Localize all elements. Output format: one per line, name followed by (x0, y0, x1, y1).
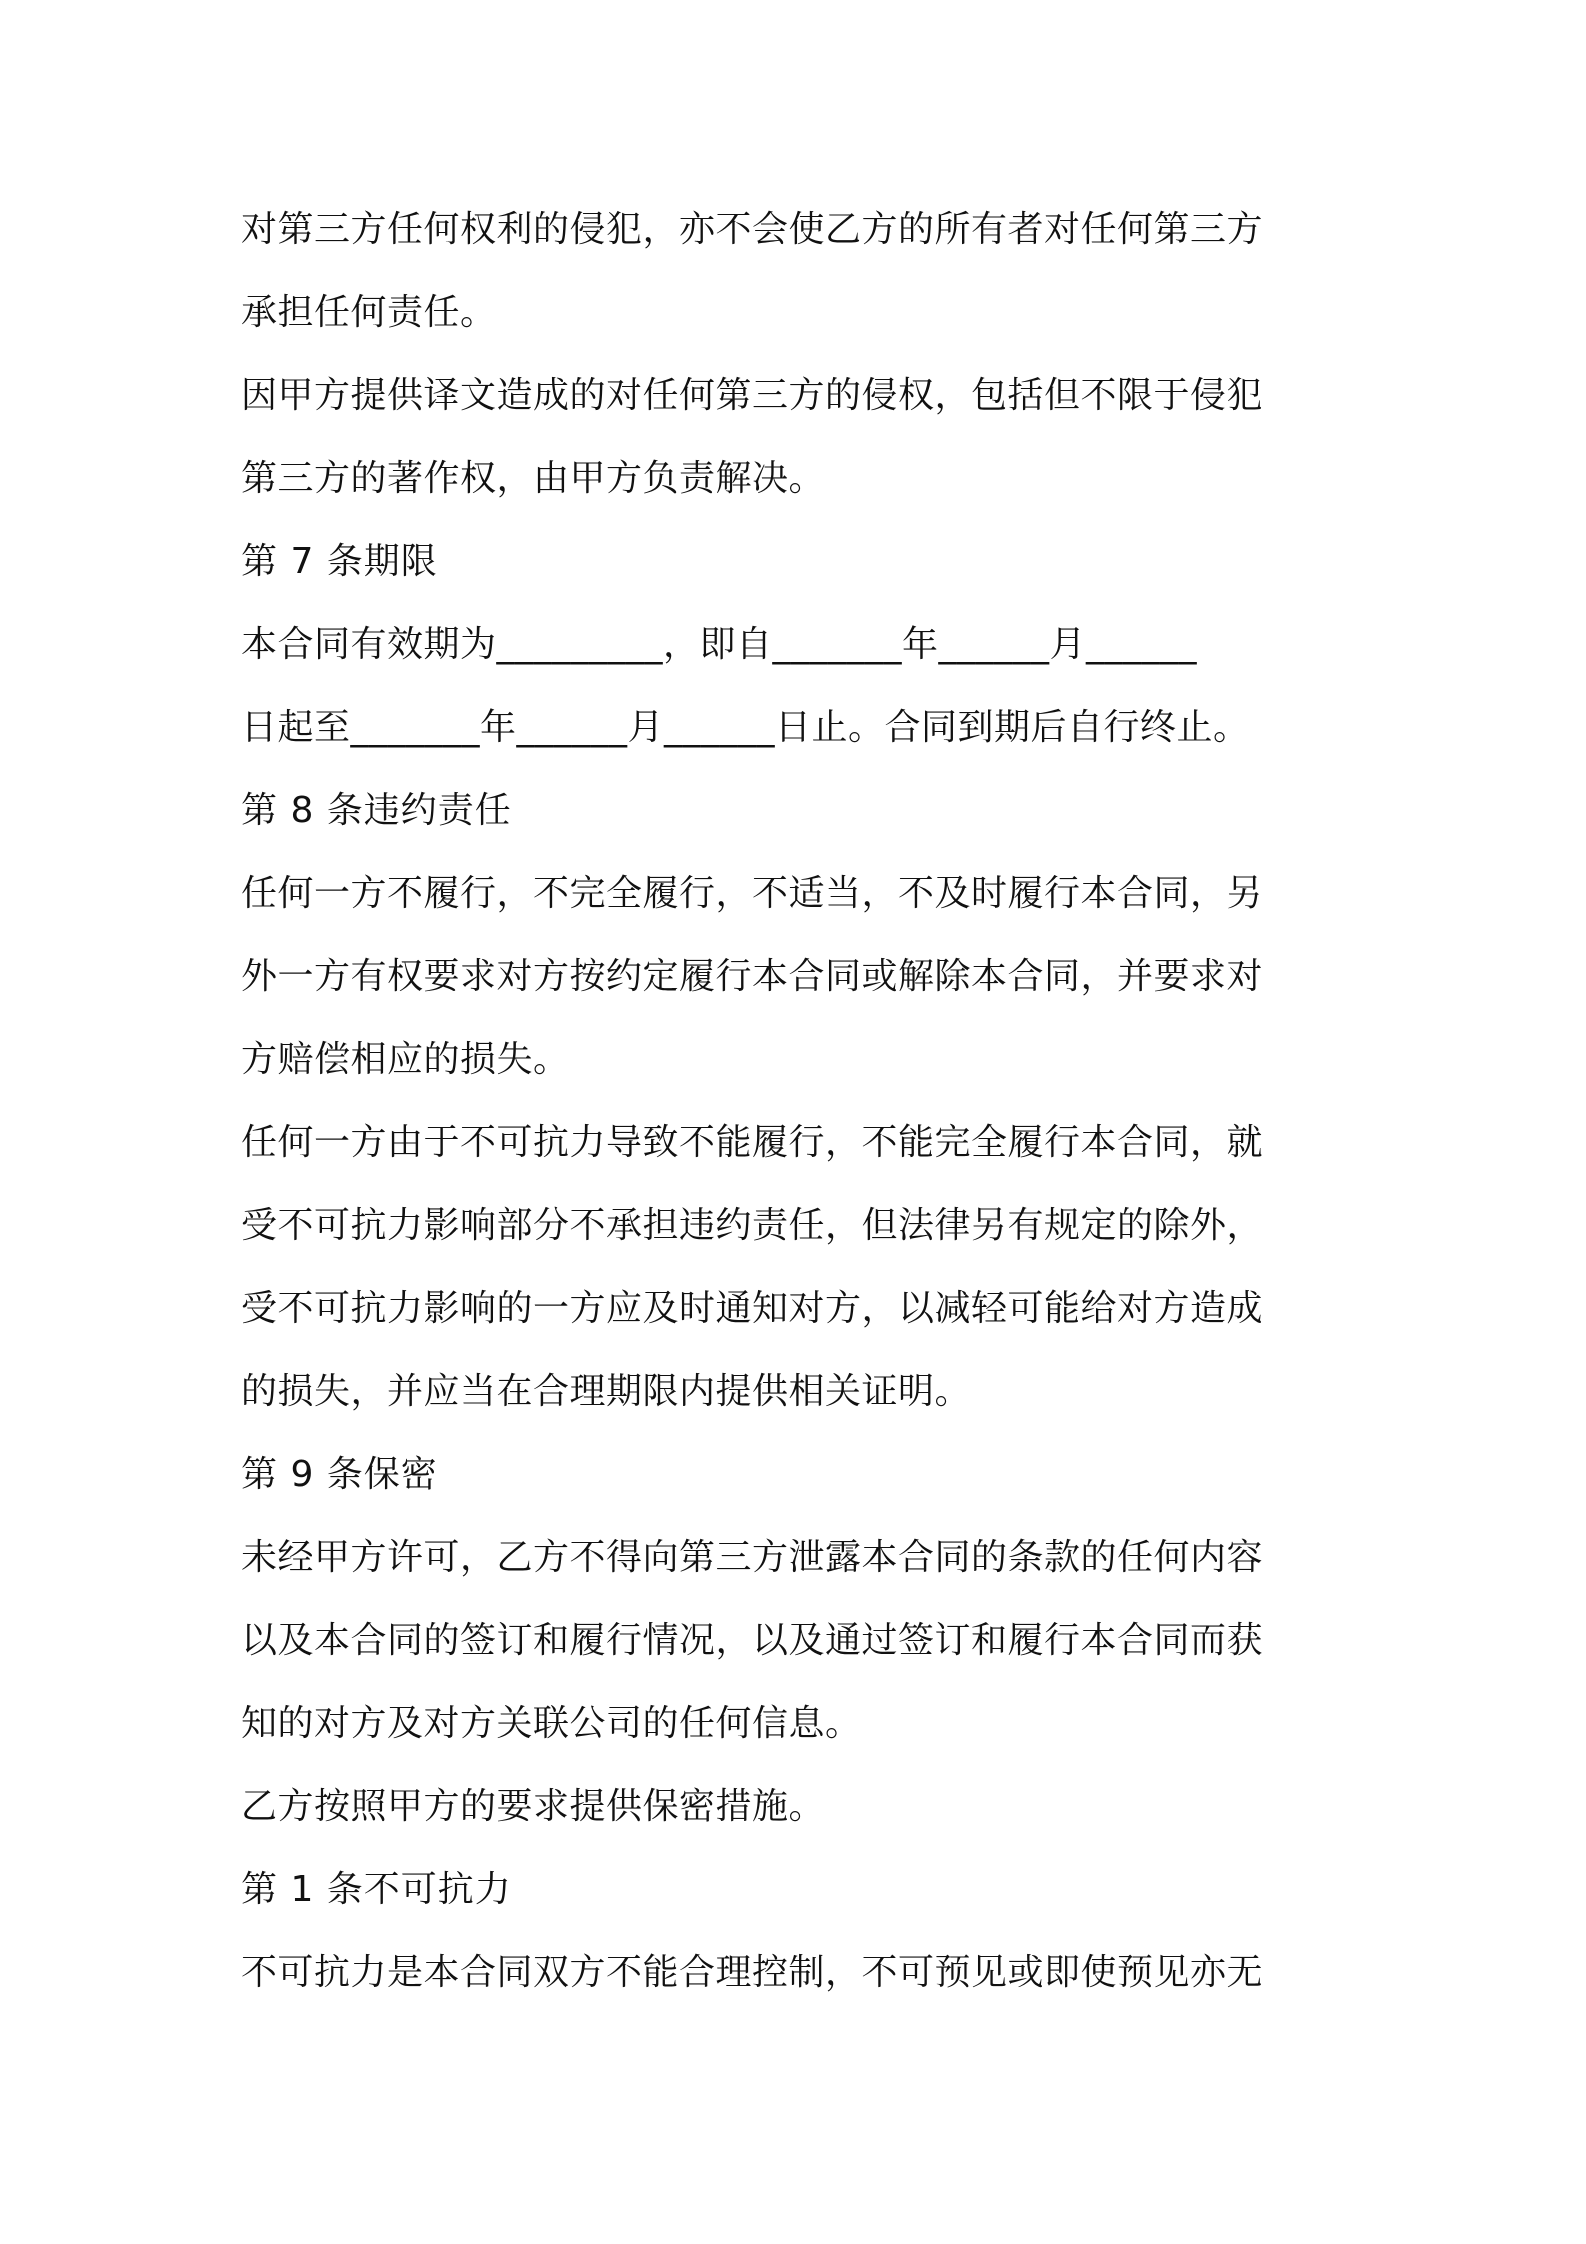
paragraph-line: 的损失，并应当在合理期限内提供相关证明。 (241, 1371, 972, 1412)
paragraph-line: 外一方有权要求对方按约定履行本合同或解除本合同，并要求对 (241, 956, 1264, 997)
paragraph-line: 因甲方提供译文造成的对任何第三方的侵权，包括但不限于侵犯 (241, 375, 1264, 416)
paragraph-line: 本合同有效期为_________，即自_______年______月______ (241, 624, 1198, 665)
paragraph-line: 不可抗力是本合同双方不能合理控制，不可预见或即使预见亦无 (241, 1952, 1264, 1993)
paragraph-line: 受不可抗力影响部分不承担违约责任，但法律另有规定的除外， (241, 1205, 1264, 1246)
paragraph-line: 乙方按照甲方的要求提供保密措施。 (241, 1786, 826, 1827)
paragraph-line: 日起至_______年______月______日止。合同到期后自行终止。 (241, 707, 1250, 748)
paragraph-line: 未经甲方许可，乙方不得向第三方泄露本合同的条款的任何内容 (241, 1537, 1264, 1578)
section-heading: 第 8 条违约责任 (241, 790, 512, 831)
section-heading: 第 1 条不可抗力 (241, 1869, 512, 1910)
section-heading: 第 7 条期限 (241, 541, 438, 582)
section-heading: 第 9 条保密 (241, 1454, 438, 1495)
paragraph-line: 第三方的著作权，由甲方负责解决。 (241, 458, 826, 499)
paragraph-line: 知的对方及对方关联公司的任何信息。 (241, 1703, 862, 1744)
paragraph-line: 承担任何责任。 (241, 292, 497, 333)
paragraph-line: 任何一方由于不可抗力导致不能履行，不能完全履行本合同，就 (241, 1122, 1264, 1163)
paragraph-line: 以及本合同的签订和履行情况，以及通过签订和履行本合同而获 (241, 1620, 1264, 1661)
paragraph-line: 受不可抗力影响的一方应及时通知对方，以减轻可能给对方造成 (241, 1288, 1264, 1329)
paragraph-line: 任何一方不履行，不完全履行，不适当，不及时履行本合同，另 (241, 873, 1264, 914)
paragraph-line: 对第三方任何权利的侵犯，亦不会使乙方的所有者对任何第三方 (241, 209, 1264, 250)
paragraph-line: 方赔偿相应的损失。 (241, 1039, 570, 1080)
